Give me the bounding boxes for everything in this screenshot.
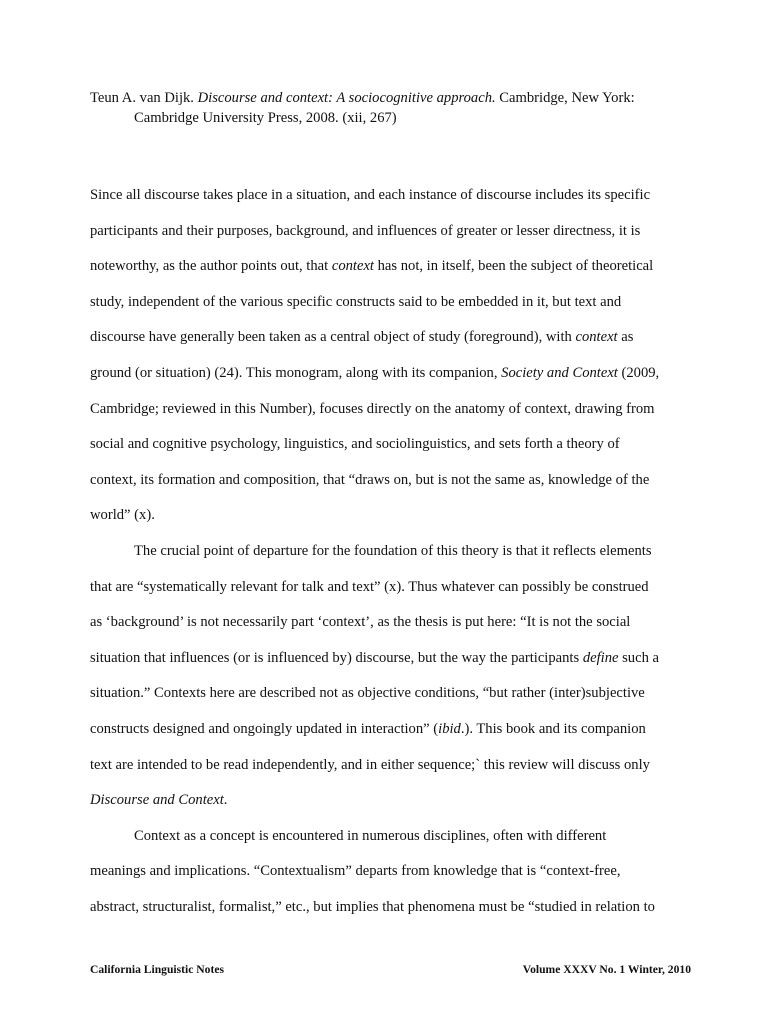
review-body [90,178,690,925]
paragraph-1-line: discourse have generally been taken as a central object of study (foreground), with context as [90,329,634,346]
paragraph-1-line: context, its formation and composition, that “draws on, but is not the same as, knowledge of the [90,471,650,488]
paragraph-2-line: as ‘background’ is not necessarily part ‘context’, as the thesis is put here: “It is not the social [90,614,631,631]
paragraph-2-line: constructs designed and ongoingly updated in interaction” (ibid.). This book and its companion [90,720,646,737]
paragraph-3-line: Context as a concept is encountered in numerous disciplines, often with different [134,827,607,844]
paragraph-2-line: situation.” Contexts here are described not as objective conditions, “but rather (inter)subjective [90,685,645,702]
paragraph-2-line: The crucial point of departure for the foundation of this theory is that it reflects elements [134,542,652,559]
paragraph-1-line: social and cognitive psychology, linguistics, and sociolinguistics, and sets forth a theory of [90,436,620,453]
footer-volume-info: Volume XXXV No. 1 Winter, 2010 [522,963,691,976]
paragraph-1-line: Since all discourse takes place in a situation, and each instance of discourse includes its specific [90,187,651,203]
citation [90,88,690,128]
paragraph-1-line: noteworthy, as the author points out, that context has not, in itself, been the subject of theoretical [90,258,654,275]
paragraph-1-line: ground (or situation) (24). This monogram, along with its companion, Society and Context (2009, [90,364,660,381]
paragraph-2-line: Discourse and Context. [90,792,228,809]
citation-title: Discourse and context: A sociocognitive approach. [197,90,496,106]
citation-line-2: Cambridge University Press, 2008. (xii, 267) [134,110,397,126]
paragraph-1-line: participants and their purposes, background, and influences of greater or lesser directness, it is [90,222,641,239]
paragraph-1-line: Cambridge; reviewed in this Number), focuses directly on the anatomy of context, drawing from [90,400,655,417]
paragraph-2-line: that are “systematically relevant for talk and text” (x). Thus whatever can possibly be construed [90,578,649,595]
citation-line-1: Teun A. van Dijk. Discourse and context: A sociocognitive approach. Cambridge, New York: [90,90,635,106]
paragraph-1-line: world” (x). [90,507,155,524]
paragraph-2-line: text are intended to be read independently, and in either sequence;` this review will discuss only [90,756,650,773]
footer-journal-name: California Linguistic Notes [90,963,224,976]
paragraph-2-line: situation that influences (or is influenced by) discourse, but the way the participants define such a [90,649,660,666]
page-footer [90,963,691,976]
paragraph-1-line: study, independent of the various specific constructs said to be embedded in it, but text and [90,293,622,310]
paragraph-3-line: meanings and implications. “Contextualism” departs from knowledge that is “context-free, [90,863,621,880]
paragraph-3-line: abstract, structuralist, formalist,” etc., but implies that phenomena must be “studied in relation to [90,898,655,915]
